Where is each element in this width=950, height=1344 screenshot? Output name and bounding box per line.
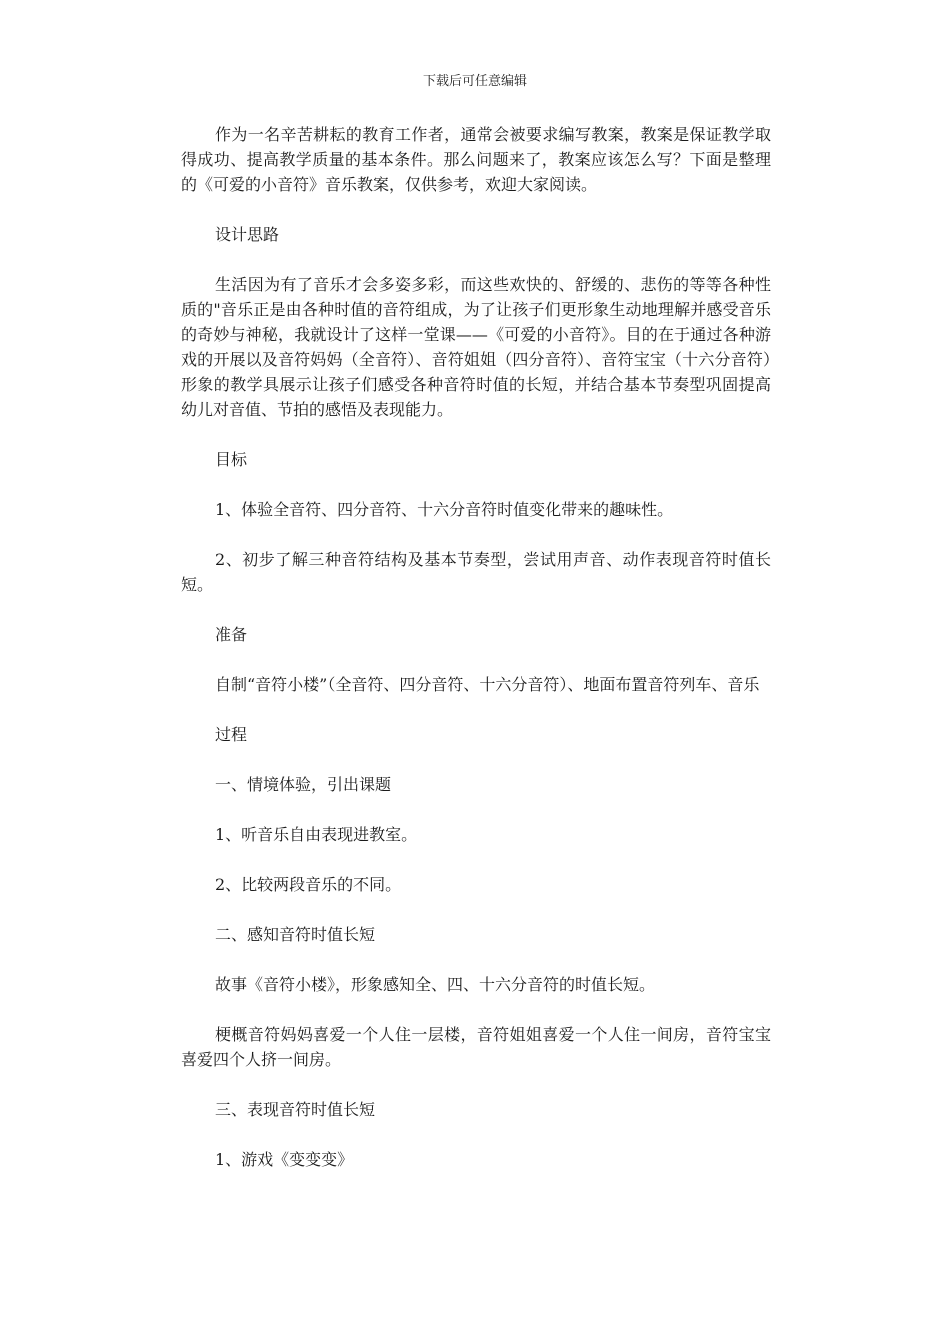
section-heading-process: 过程: [215, 725, 248, 744]
process-step-2-heading: 二、感知音符时值长短: [215, 925, 376, 944]
section-heading-preparation: 准备: [215, 625, 248, 644]
design-paragraph: 生活因为有了音乐才会多姿多彩，而这些欢快的、舒缓的、悲伤的等等各种性质的"音乐正是由各种时值的音符组成，为了让孩子们更形象生动地理解并感受音乐的奇妙与神秘，我就设计了这样一堂课——《可爱的小音符》。目的在于通过各种游戏的开展以及音符妈妈（全音符）、音符姐姐（四分音符）、音符宝宝（十六分音符）形象的教学具展示让孩子们感受各种音符时值的长短，并结合基本节奏型巩固提高幼儿对音值、节拍的感悟及表现能力。: [181, 275, 771, 419]
process-step-1-heading: 一、情境体验，引出课题: [215, 775, 392, 794]
goal-item-2: 2、初步了解三种音符结构及基本节奏型，尝试用声音、动作表现音符时值长短。: [181, 550, 771, 594]
process-step-1-item-2: 2、比较两段音乐的不同。: [215, 875, 402, 894]
section-heading-design: 设计思路: [215, 225, 280, 244]
page-header-note: 下载后可任意编辑: [422, 74, 527, 89]
process-step-2-summary: 梗概音符妈妈喜爱一个人住一层楼，音符姐姐喜爱一个人住一间房，音符宝宝喜爱四个人挤一间房。: [181, 1025, 771, 1069]
section-heading-goals: 目标: [215, 450, 248, 469]
goal-item-1: 1、体验全音符、四分音符、十六分音符时值变化带来的趣味性。: [215, 500, 674, 519]
intro-paragraph: 作为一名辛苦耕耘的教育工作者，通常会被要求编写教案，教案是保证教学取得成功、提高教学质量的基本条件。那么问题来了，教案应该怎么写？下面是整理的《可爱的小音符》音乐教案，仅供参考，欢迎大家阅读。: [181, 125, 771, 194]
process-step-3-heading: 三、表现音符时值长短: [215, 1100, 376, 1119]
document-body: [181, 122, 771, 1197]
process-step-2-story: 故事《音符小楼》，形象感知全、四、十六分音符的时值长短。: [215, 975, 656, 994]
preparation-paragraph: 自制“音符小楼”（全音符、四分音符、十六分音符）、地面布置音符列车、音乐: [215, 675, 760, 694]
process-step-3-item-1: 1、游戏《变变变》: [215, 1150, 354, 1169]
process-step-1-item-1: 1、听音乐自由表现进教室。: [215, 825, 418, 844]
